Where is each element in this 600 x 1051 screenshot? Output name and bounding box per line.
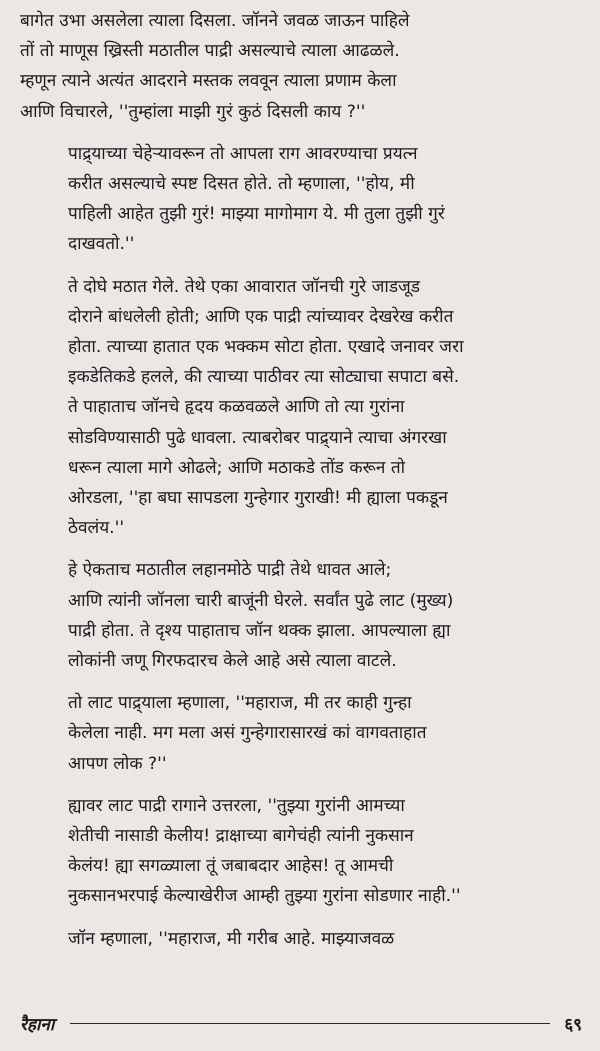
footer-rule [70, 1023, 550, 1024]
page-number: ६९ [564, 1014, 582, 1035]
paragraph [20, 272, 582, 544]
text-line: दाखवतो.'' [68, 234, 135, 255]
paragraph [20, 6, 582, 127]
text-line: केलंय! ह्या सगळ्याला तूं जबाबदार आहेस! तू आमची [68, 856, 394, 877]
paragraph [20, 555, 582, 676]
page-footer [20, 1008, 582, 1038]
page-text-body [20, 6, 582, 954]
footer-book-title: रैहाना [20, 1014, 55, 1035]
text-line: आणि त्यांनी जॉनला चारी बाजूंनी घेरले. सर्वांत पुढे लाट (मुख्य) [68, 590, 454, 611]
text-line: ठेवलंय.'' [68, 518, 125, 539]
text-line: नुकसानभरपाई केल्याखेरीज आम्ही तुझ्या गुरांना सोडणार नाही.'' [68, 886, 461, 907]
text-line: इकडेतिकडे हलले, की त्याच्या पाठीवर त्या सोट्याचा सपाटा बसे. [68, 367, 460, 388]
paragraph [20, 139, 582, 260]
text-line: ते पाहाताच जॉनचे हृदय कळवळले आणि तो त्या गुरांना [68, 397, 405, 418]
paragraph [20, 924, 582, 954]
text-line: केलेला नाही. मग मला असं गुन्हेगारासारखं कां वागवताहात [68, 723, 427, 744]
text-line: करीत असल्याचे स्पष्ट दिसत होते. तो म्हणाला, ''होय, मी [68, 174, 415, 195]
text-line: दोराने बांधलेली होती; आणि एक पाद्री त्यांच्यावर देखरेख करीत [68, 306, 454, 327]
text-line: पाद्र्याच्या चेहेऱ्यावरून तो आपला राग आवरण्याचा प्रयत्न [68, 143, 418, 164]
text-line: ते दोघे मठात गेले. तेथे एका आवारात जॉनची गुरे जाडजूड [68, 276, 420, 297]
text-line: आणि विचारले, ''तुम्हांला माझी गुरं कुठं दिसली काय ?'' [20, 101, 366, 122]
text-line: ओरडला, ''हा बघा सापडला गुन्हेगार गुराखी! मी ह्याला पकडून [68, 488, 448, 509]
text-line: हे ऐकताच मठातील लहानमोठे पाद्री तेथे धावत आले; [68, 560, 392, 581]
text-line: बागेत उभा असलेला त्याला दिसला. जॉनने जवळ जाऊन पाहिले [20, 11, 410, 31]
text-line: तों तो माणूस ख्रिस्ती मठातील पाद्री असल्याचे त्याला आढळले. [20, 41, 400, 62]
text-line: आपण लोक ?'' [68, 753, 167, 774]
text-line: ह्यावर लाट पाद्री रागाने उत्तरला, ''तुझ्या गुरांनी आमच्या [68, 795, 405, 816]
text-line: शेतीची नासाडी केलीय! द्राक्षाच्या बागेचंही त्यांनी नुकसान [68, 826, 414, 847]
paragraph [20, 791, 582, 912]
text-line: सोडविण्यासाठी पुढे धावला. त्याबरोबर पाद्र्याने त्याचा अंगरखा [68, 427, 447, 448]
text-line: धरून त्याला मागे ओढले; आणि मठाकडे तोंड करून तो [68, 457, 406, 478]
text-line: पाद्री होता. ते दृश्य पाहाताच जॉन थक्क झाला. आपल्याला ह्या [68, 620, 451, 641]
text-line: लोकांनी जणू गिरफदारच केले आहे असे त्याला वाटले. [68, 651, 397, 672]
text-line: जॉन म्हणाला, ''महाराज, मी गरीब आहे. माझ्याजवळ [68, 928, 395, 949]
text-line: तो लाट पाद्र्याला म्हणाला, ''महाराज, मी तर काही गुन्हा [68, 693, 412, 714]
text-line: म्हणून त्याने अत्यंत आदराने मस्तक लववून त्याला प्रणाम केला [20, 71, 397, 92]
text-line: पाहिली आहेत तुझी गुरं! माझ्या मागोमाग ये. मी तुला तुझी गुरं [68, 204, 445, 225]
text-line: होता. त्याच्या हातात एक भक्कम सोटा होता. एखादे जनावर जरा [68, 337, 464, 358]
paragraph [20, 688, 582, 779]
